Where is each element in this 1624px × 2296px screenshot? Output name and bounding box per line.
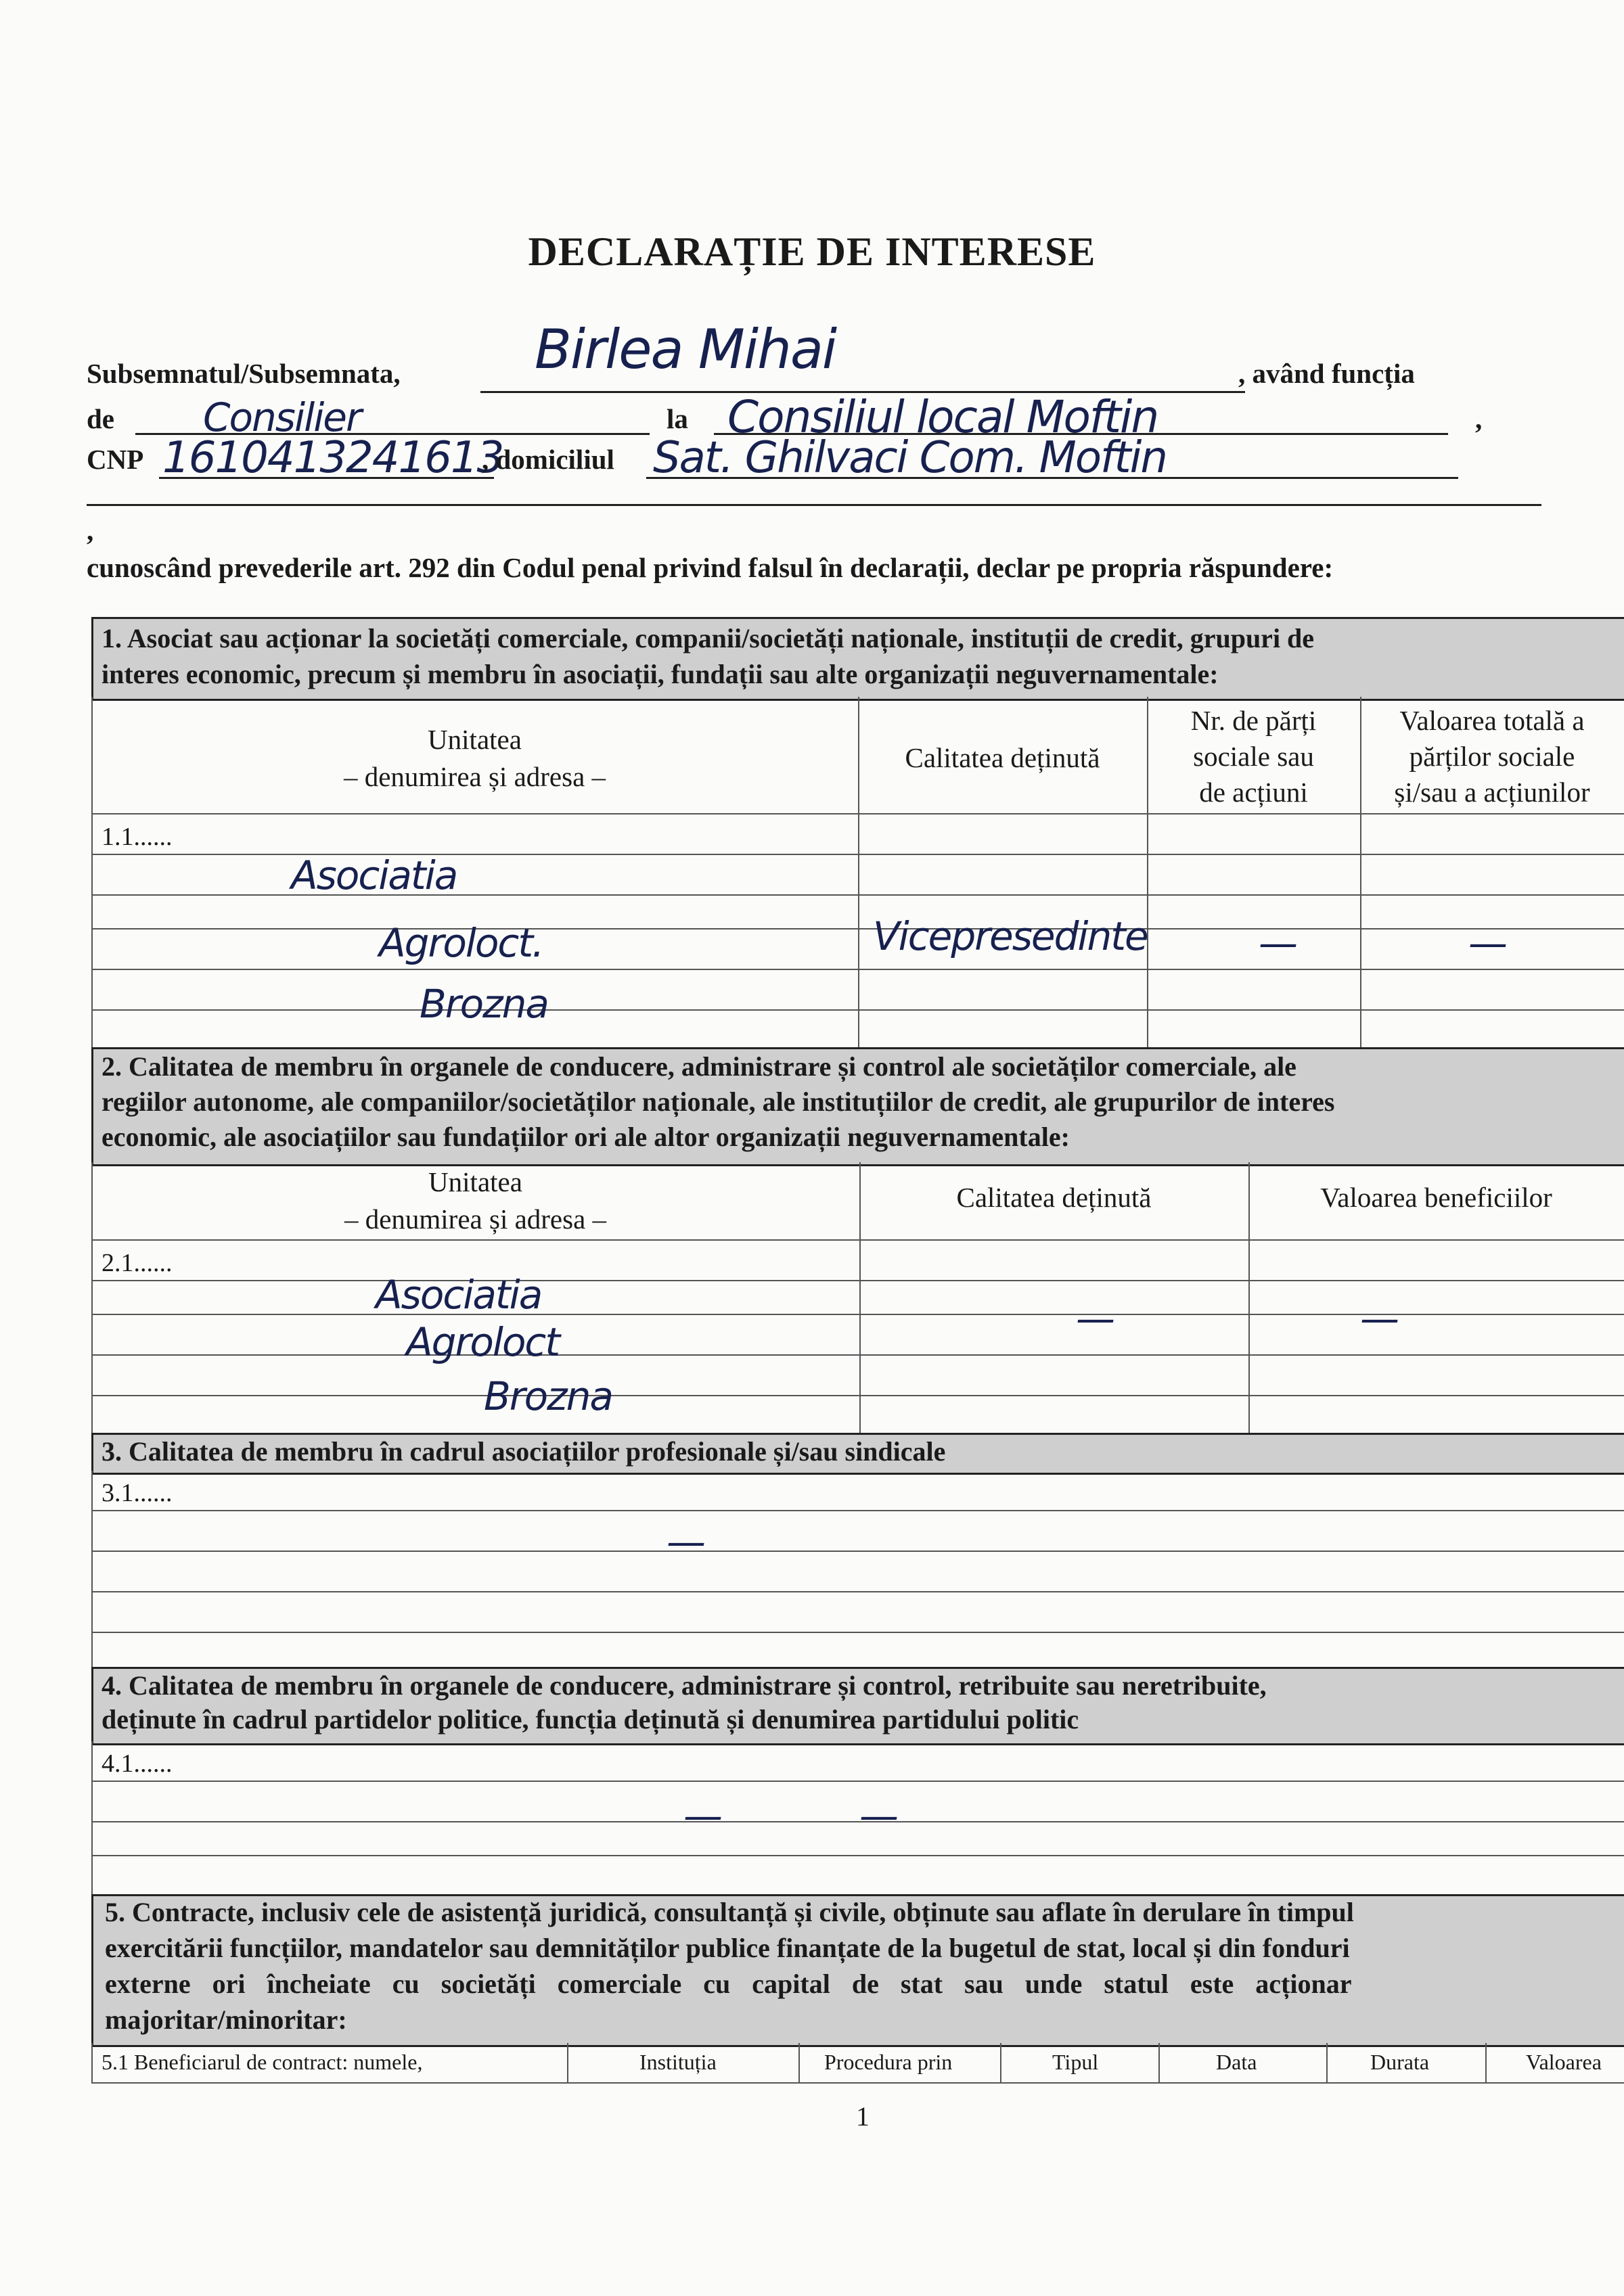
s5-col7-header: Valoarea [1526,2050,1602,2074]
s5-col-sep-4 [1158,2043,1160,2084]
address-continuation-line [87,504,1541,506]
institutie-value: Consiliul local Moftin [727,391,1158,443]
s4-row-line-3 [91,1855,1624,1856]
s1-col1-header-line1: Unitatea [428,724,522,755]
s4-left-border [91,1741,93,1897]
s1-row-line-4 [91,969,1624,970]
s5-col-sep-5 [1326,2043,1328,2084]
cnp-label: CNP [87,444,144,475]
s4-entry-2: — [859,1793,897,1839]
s4-row-line-1 [91,1781,1624,1782]
s5-left-border [91,2043,93,2084]
s5-col4-header: Tipul [1052,2050,1099,2074]
s1-header-bottom-line [91,813,1624,814]
s1-row-label: 1.1...... [102,823,173,851]
s1-col4-header-line1: Valoarea totală a [1399,705,1585,736]
s1-row-line-5 [91,1009,1624,1011]
s1-row-line-3 [91,928,1624,929]
s5-col6-header: Durata [1370,2050,1430,2074]
section-5-heading-line3: externe ori încheiate cu societăți comerciale cu capital de stat sau unde statul este acționar [105,1969,1352,1999]
s2-col1-header-line2: – denumirea și adresa – [344,1203,607,1235]
s5-col3-header: Procedura prin [824,2050,953,2074]
s5-col-sep-3 [1000,2043,1001,2084]
s1-entry-valoare: — [1468,920,1506,966]
s2-header-bottom-line [91,1239,1624,1241]
s2-row-line-4 [91,1395,1624,1396]
s2-entry-calitate: — [1076,1295,1114,1341]
s3-row-line-4 [91,1632,1624,1633]
page-title: DECLARAȚIE DE INTERESE [528,229,1096,274]
s2-entry-unit-line3: Brozna [484,1373,612,1419]
s1-col2-header: Calitatea deținută [905,742,1100,773]
s1-entry-unit-line3: Brozna [420,981,548,1027]
s2-col1-header-line1: Unitatea [428,1166,522,1197]
s4-entry-1: — [683,1793,721,1839]
s3-row-label: 3.1...... [102,1479,173,1507]
section-2-heading-line1: 2. Calitatea de membru în organele de conducere, administrare și control ale societăților comerciale, ale [102,1052,1296,1082]
s1-entry-calitate: Vicepresedinte [873,913,1148,959]
comma-1: , [1475,403,1483,434]
s4-row-label: 4.1...... [102,1749,173,1778]
section-2-heading-line2: regiilor autonome, ale companiilor/societăților naționale, ale instituțiilor de credit, ale grupurilor de interes [102,1087,1335,1117]
s1-col3-header-line2: sociale sau [1193,741,1314,772]
s2-row-line-3 [91,1354,1624,1356]
s5-col2-header: Instituția [639,2050,717,2074]
section-5-heading-line4: majoritar/minoritar: [105,2005,347,2035]
s1-col3-header-line3: de acțiuni [1199,777,1308,808]
section-4-heading-line1: 4. Calitatea de membru în organele de conducere, administrare și control, retribuite sau neretribuite, [102,1671,1267,1701]
name-value: Birlea Mihai [535,318,836,381]
s2-row-line-1 [91,1280,1624,1281]
domiciliu-value: Sat. Ghilvaci Com. Moftin [653,433,1167,483]
s2-row-label: 2.1...... [102,1249,173,1277]
s1-entry-unit-line2: Agroloct. [379,920,543,966]
s5-col5-header: Data [1216,2050,1257,2074]
s2-entry-unit-line2: Agroloct [406,1319,560,1365]
section-1-heading-line1: 1. Asociat sau acționar la societăți comerciale, companii/societăți naționale, instituții de credit, grupuri de [102,624,1315,653]
s2-col3-header: Valoarea beneficiilor [1320,1182,1552,1213]
s1-col1-header-line2: – denumirea și adresa – [343,761,606,792]
s2-entry-valoare: — [1360,1295,1398,1341]
s1-entry-nr: — [1259,920,1296,966]
s5-col1-header: 5.1 Beneficiarul de contract: numele, [102,2050,423,2074]
s3-row-line-2 [91,1551,1624,1552]
s2-col2-header: Calitatea deținută [956,1182,1152,1213]
s5-col-sep-6 [1485,2043,1487,2084]
la-label: la [667,403,688,434]
domiciliul-label: , domiciliul [482,444,614,475]
section-2-heading-line3: economic, ale asociațiilor sau fundațiilor ori ale altor organizații neguvernamentale: [102,1122,1070,1152]
cnp-value: 1610413241613 [162,433,503,483]
declaration-text: cunoscând prevederile art. 292 din Codul penal privind falsul în declarații, declar pe propria răspundere: [87,552,1334,583]
s1-entry-unit-line1: Asociatia [291,852,457,898]
s5-col-sep-1 [567,2043,568,2084]
section-3-heading: 3. Calitatea de membru în cadrul asociațiilor profesionale și/sau sindicale [102,1437,946,1467]
s2-entry-unit-line1: Asociatia [376,1272,542,1318]
comma-2: , [87,515,94,546]
section-4-heading-line2: deținute în cadrul partidelor politice, funcția deținută și denumirea partidului politic [102,1705,1079,1735]
s1-col4-header-line3: și/sau a acțiunilor [1394,777,1590,808]
page-number: 1 [856,2101,870,2132]
avand-functia-label: , având funcția [1238,358,1415,389]
functie-value: Consilier [203,394,361,440]
s5-header-bottom-line [91,2082,1624,2084]
s5-col-sep-2 [798,2043,800,2084]
section-5-heading-line2: exercitării funcțiilor, mandatelor sau demnităților publice finanțate de la bugetul de stat, local și din fonduri [105,1933,1350,1963]
s1-col3-header-line1: Nr. de părți [1190,705,1317,736]
s1-col4-header-line2: părților sociale [1409,741,1575,772]
s3-entry: — [667,1519,704,1565]
de-label: de [87,403,114,434]
s4-row-line-2 [91,1821,1624,1822]
subsemnatul-label: Subsemnatul/Subsemnata, [87,358,401,389]
s3-left-border [91,1471,93,1667]
section-5-heading-line1: 5. Contracte, inclusiv cele de asistență juridică, consultanță și civile, obținute sau aflate în derulare în timpul [105,1898,1354,1927]
section-1-heading-line2: interes economic, precum și membru în asociații, fundații sau alte organizații neguvernamentale: [102,660,1219,689]
s3-row-line-1 [91,1510,1624,1511]
s3-row-line-3 [91,1591,1624,1592]
